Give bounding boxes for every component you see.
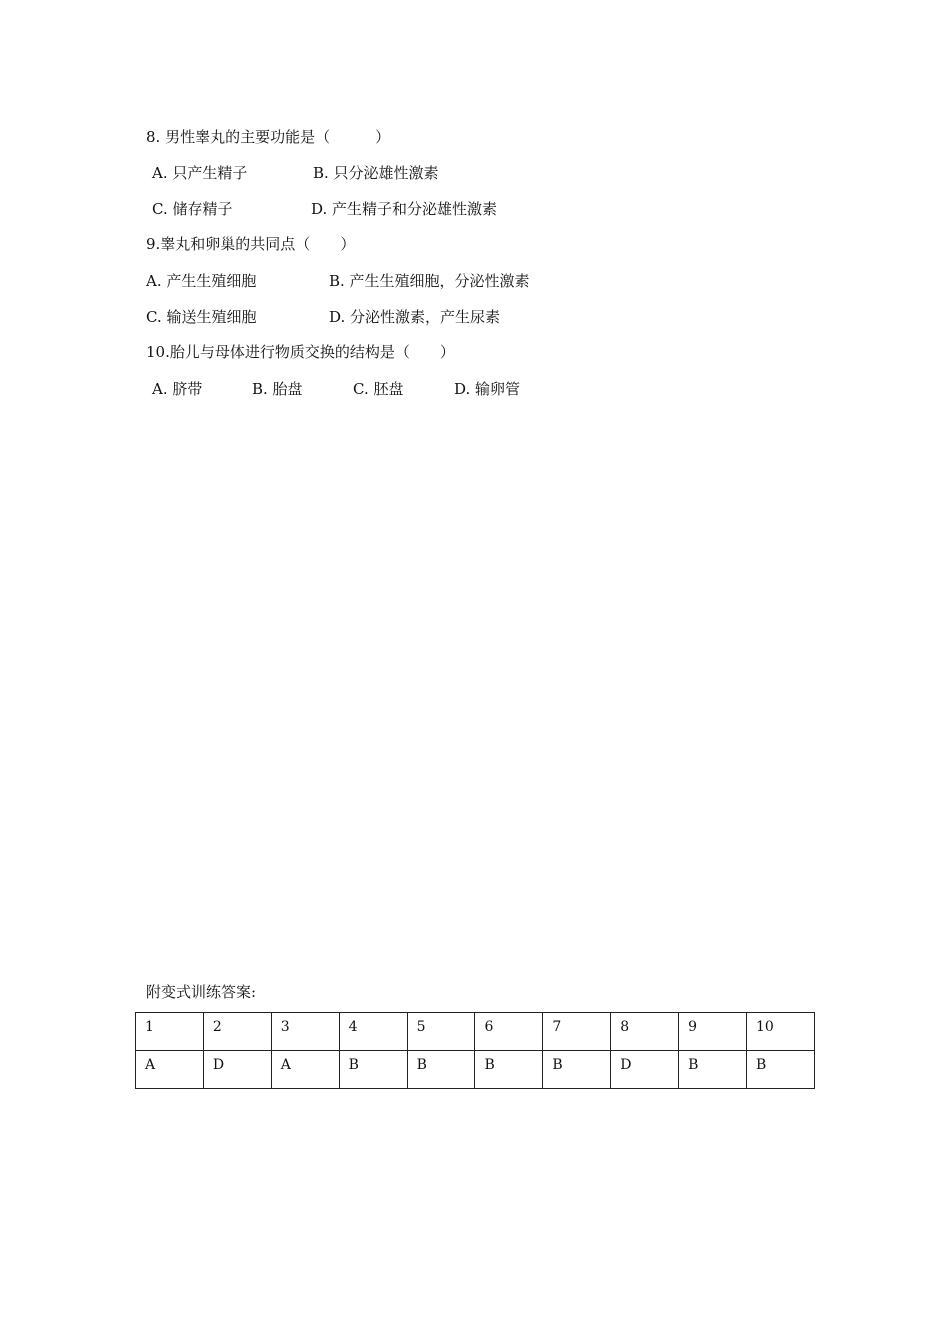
answer-key-cell: B (339, 1051, 407, 1089)
question-8-stem: 8. 男性睾丸的主要功能是（ ） (146, 128, 391, 146)
question-9-option-d: D. 分泌性激素，产生尿素 (329, 308, 501, 326)
answer-key-cell: B (747, 1051, 815, 1089)
answer-key-cell: D (611, 1051, 679, 1089)
question-10-stem: 10.胎儿与母体进行物质交换的结构是（ ） (146, 343, 455, 361)
answer-key-table (135, 1012, 815, 1089)
answer-key-cell: A (136, 1051, 204, 1089)
answer-number-cell: 9 (679, 1013, 747, 1051)
answer-key-cell: A (271, 1051, 339, 1089)
answer-number-cell: 1 (136, 1013, 204, 1051)
question-9-option-c: C. 输送生殖细胞 (146, 308, 257, 326)
answer-number-cell: 2 (203, 1013, 271, 1051)
answer-number-cell: 3 (271, 1013, 339, 1051)
answer-number-row (136, 1013, 815, 1051)
question-10-option-d: D. 输卵管 (454, 380, 521, 398)
question-9-stem: 9.睾丸和卵巢的共同点（ ） (146, 235, 356, 253)
question-10-option-c: C. 胚盘 (353, 380, 404, 398)
answer-key-cell: B (543, 1051, 611, 1089)
answer-key-cell: B (407, 1051, 475, 1089)
answer-number-cell: 10 (747, 1013, 815, 1051)
answer-number-cell: 4 (339, 1013, 407, 1051)
question-9-option-b: B. 产生生殖细胞，分泌性激素 (329, 272, 530, 290)
question-8-option-b: B. 只分泌雄性激素 (313, 164, 439, 182)
question-10-option-b: B. 胎盘 (252, 380, 303, 398)
answer-number-cell: 6 (475, 1013, 543, 1051)
answer-number-cell: 8 (611, 1013, 679, 1051)
answer-key-title: 附变式训练答案: (146, 983, 257, 1001)
answer-key-cell: B (679, 1051, 747, 1089)
answer-number-cell: 7 (543, 1013, 611, 1051)
question-9-option-a: A. 产生生殖细胞 (146, 272, 257, 290)
question-8-option-d: D. 产生精子和分泌雄性激素 (311, 200, 498, 218)
answer-key-cell: D (203, 1051, 271, 1089)
answer-key-cell: B (475, 1051, 543, 1089)
answer-number-cell: 5 (407, 1013, 475, 1051)
question-8-option-c: C. 储存精子 (152, 200, 233, 218)
question-10-option-a: A. 脐带 (152, 380, 203, 398)
answer-key-row (136, 1051, 815, 1089)
question-8-option-a: A. 只产生精子 (152, 164, 248, 182)
